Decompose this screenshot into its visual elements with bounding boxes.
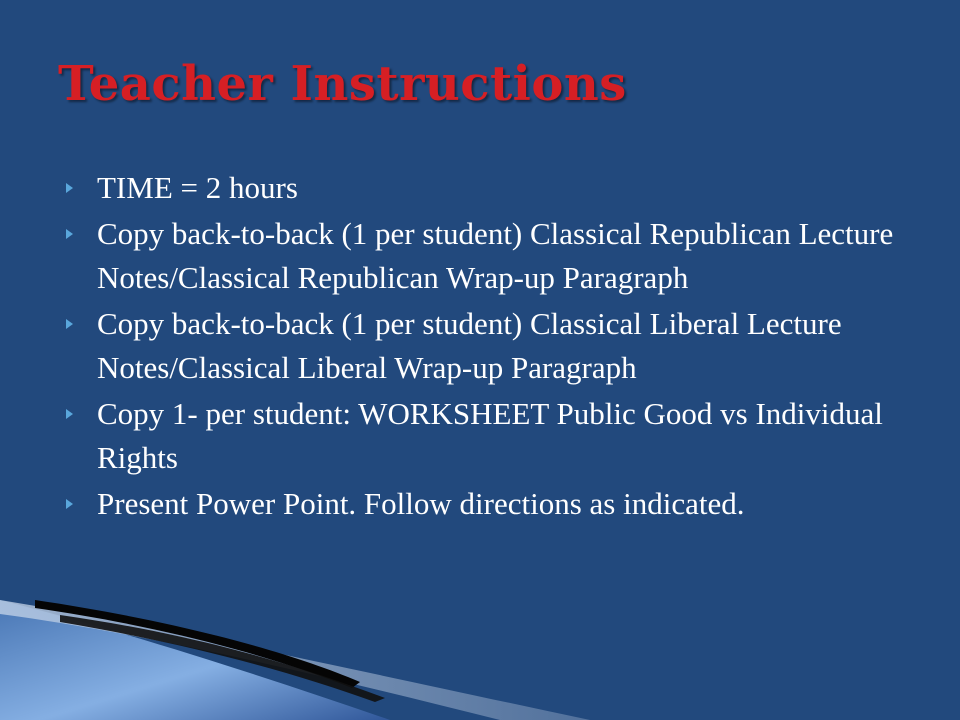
lower-blue-swoosh — [0, 600, 390, 720]
black-swoosh-shadow — [60, 615, 385, 702]
instruction-text: TIME = 2 hours — [97, 170, 298, 205]
instruction-item-republican-copy — [66, 212, 926, 300]
instruction-item-worksheet-copy — [66, 392, 926, 480]
slide-title: Teacher Instructions — [58, 56, 627, 112]
instruction-text: Copy 1- per student: WORKSHEET Public Good vs Individual Rights — [97, 396, 883, 475]
instruction-item-present — [66, 482, 926, 526]
triangle-right-icon — [66, 183, 73, 193]
instruction-item-time — [66, 166, 926, 210]
instruction-text: Copy back-to-back (1 per student) Classical Liberal Lecture Notes/Classical Liberal Wrap-up Paragraph — [97, 306, 842, 385]
triangle-right-icon — [66, 499, 73, 509]
black-swoosh-line — [35, 600, 360, 688]
triangle-right-icon — [66, 229, 73, 239]
instruction-text: Copy back-to-back (1 per student) Classical Republican Lecture Notes/Classical Republican Wrap-up Paragraph — [97, 216, 894, 295]
instruction-item-liberal-copy — [66, 302, 926, 390]
instruction-list — [66, 166, 926, 528]
triangle-right-icon — [66, 409, 73, 419]
triangle-right-icon — [66, 319, 73, 329]
corner-swoosh-decoration — [0, 600, 960, 720]
instruction-text: Present Power Point. Follow directions as indicated. — [97, 486, 745, 521]
light-gray-swoosh — [0, 600, 590, 720]
